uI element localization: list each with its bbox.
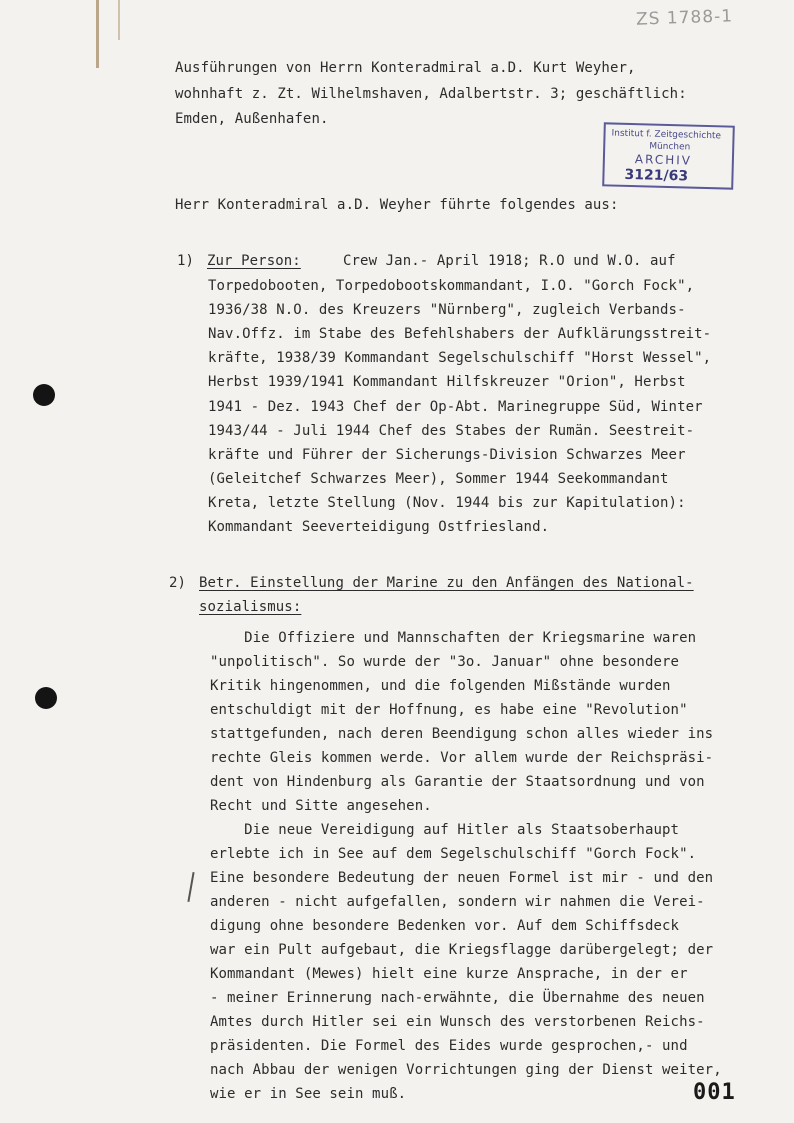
body-line: nach Abbau der wenigen Vorrichtungen ging der Dienst weiter, bbox=[210, 1062, 722, 1078]
stamp-number: 3121/63 bbox=[624, 166, 689, 185]
body-line: Eine besondere Bedeutung der neuen Formel ist mir - und den bbox=[210, 870, 714, 886]
body-line: Herbst 1939/1941 Kommandant Hilfskreuzer "Orion", Herbst bbox=[208, 374, 686, 390]
punch-hole-upper bbox=[33, 384, 55, 406]
body-line: kräfte, 1938/39 Kommandant Segelschulschiff "Horst Wessel", bbox=[208, 350, 712, 366]
stamp-institute: Institut f. Zeitgeschichte bbox=[611, 128, 722, 142]
section-heading: Betr. Einstellung der Marine zu den Anfängen des National- bbox=[199, 575, 694, 591]
body-line: digung ohne besondere Bedenken vor. Auf dem Schiffsdeck bbox=[210, 918, 680, 934]
header-line: Emden, Außenhafen. bbox=[175, 111, 329, 127]
header-line: Ausführungen von Herrn Konteradmiral a.D. Kurt Weyher, bbox=[175, 60, 636, 76]
body-line: rechte Gleis kommen werde. Vor allem wurde der Reichspräsi- bbox=[210, 750, 714, 766]
body-line: Recht und Sitte angesehen. bbox=[210, 798, 432, 814]
body-line: Amtes durch Hitler sei ein Wunsch des verstorbenen Reichs- bbox=[210, 1014, 705, 1030]
section-number: 1) bbox=[177, 253, 195, 269]
body-line: Kommandant Seeverteidigung Ostfriesland. bbox=[208, 519, 550, 535]
body-line: erlebte ich in See auf dem Segelschulschiff "Gorch Fock". bbox=[210, 846, 697, 862]
intro-line: Herr Konteradmiral a.D. Weyher führte folgendes aus: bbox=[175, 197, 619, 213]
body-line: - meiner Erinnerung nach-erwähnte, die Übernahme des neuen bbox=[210, 990, 705, 1006]
header-line: wohnhaft z. Zt. Wilhelmshaven, Adalbertstr. 3; geschäftlich: bbox=[175, 86, 687, 102]
archive-reference-note: ZS 1788-1 bbox=[635, 6, 734, 30]
body-line: Nav.Offz. im Stabe des Befehlshabers der Aufklärungsstreit- bbox=[208, 326, 712, 342]
body-line: Kritik hingenommen, und die folgenden Mißstände wurden bbox=[210, 678, 671, 694]
section-heading: sozialismus: bbox=[199, 599, 302, 615]
body-line: entschuldigt mit der Hoffnung, es habe eine "Revolution" bbox=[210, 702, 688, 718]
section-heading: Zur Person: bbox=[207, 253, 301, 269]
body-line: Die neue Vereidigung auf Hitler als Staatsoberhaupt bbox=[210, 822, 680, 838]
body-line: Kommandant (Mewes) hielt eine kurze Ansprache, in der er bbox=[210, 966, 688, 982]
body-line: "unpolitisch". So wurde der "3o. Januar" ohne besondere bbox=[210, 654, 680, 670]
paper-stain bbox=[118, 0, 120, 40]
stamp-archive: ARCHIV bbox=[634, 152, 693, 168]
paper-stain bbox=[96, 0, 99, 68]
body-line: 1941 - Dez. 1943 Chef der Op-Abt. Marinegruppe Süd, Winter bbox=[208, 399, 703, 415]
body-line: Torpedobooten, Torpedobootskommandant, I.O. "Gorch Fock", bbox=[208, 278, 695, 294]
body-line: (Geleitchef Schwarzes Meer), Sommer 1944 Seekommandant bbox=[208, 471, 669, 487]
section-first-line: Crew Jan.- April 1918; R.O und W.O. auf bbox=[343, 253, 676, 269]
body-line: stattgefunden, nach deren Beendigung schon alles wieder ins bbox=[210, 726, 714, 742]
stamp-city: München bbox=[649, 141, 691, 153]
body-line: kräfte und Führer der Sicherungs-Division Schwarzes Meer bbox=[208, 447, 686, 463]
section-number: 2) bbox=[169, 575, 187, 591]
body-line: Kreta, letzte Stellung (Nov. 1944 bis zur Kapitulation): bbox=[208, 495, 686, 511]
body-line: war ein Pult aufgebaut, die Kriegsflagge darübergelegt; der bbox=[210, 942, 714, 958]
body-line: Die Offiziere und Mannschaften der Kriegsmarine waren bbox=[210, 630, 697, 646]
archive-stamp bbox=[602, 122, 735, 189]
body-line: anderen - nicht aufgefallen, sondern wir nahmen die Verei- bbox=[210, 894, 705, 910]
body-line: 1943/44 - Juli 1944 Chef des Stabes der Rumän. Seestreit- bbox=[208, 423, 695, 439]
body-line: präsidenten. Die Formel des Eides wurde gesprochen,- und bbox=[210, 1038, 688, 1054]
body-line: dent von Hindenburg als Garantie der Staatsordnung und von bbox=[210, 774, 705, 790]
body-line: wie er in See sein muß. bbox=[210, 1086, 407, 1102]
page-number: 001 bbox=[693, 1080, 736, 1105]
margin-pencil-mark bbox=[187, 872, 194, 902]
body-line: 1936/38 N.O. des Kreuzers "Nürnberg", zugleich Verbands- bbox=[208, 302, 686, 318]
punch-hole-lower bbox=[35, 687, 57, 709]
